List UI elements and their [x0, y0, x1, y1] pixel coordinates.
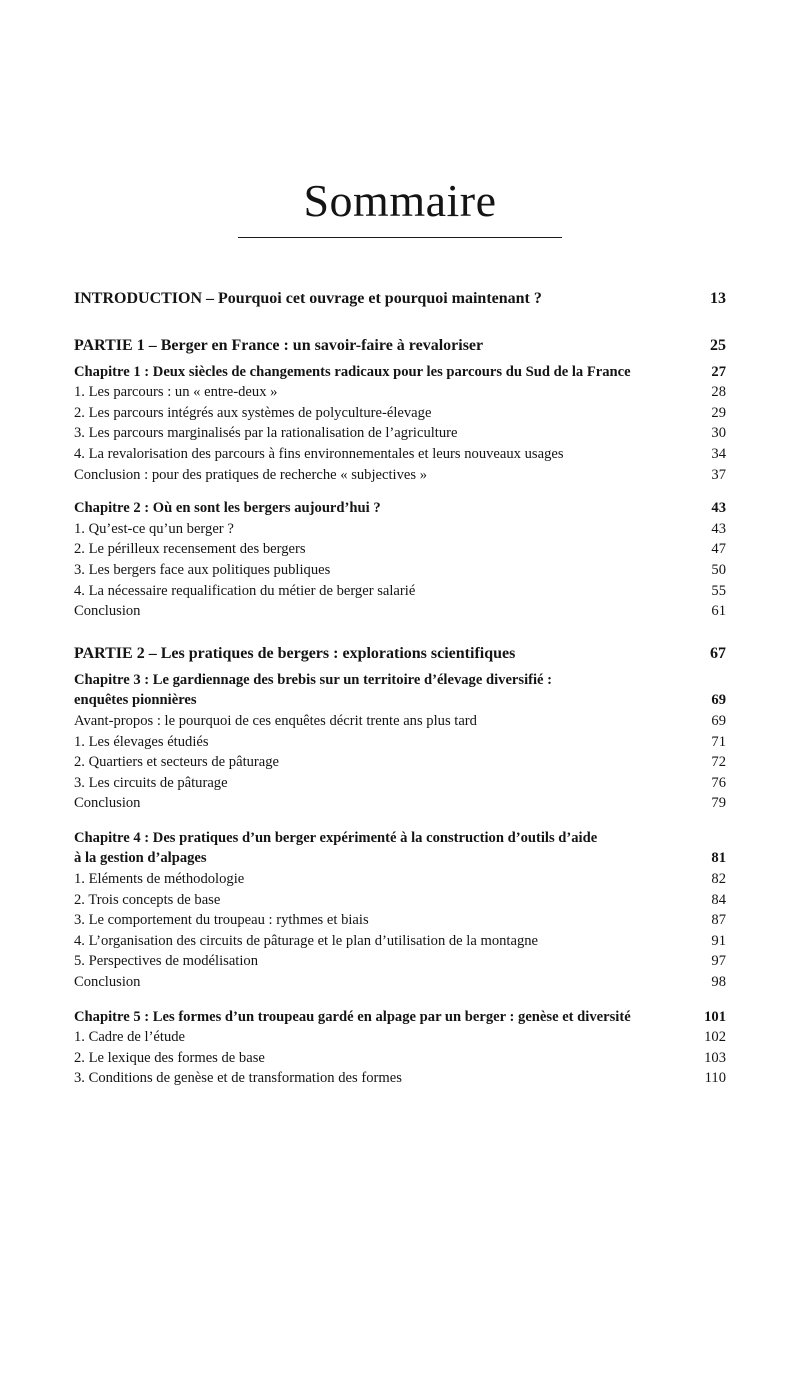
- title-underline: [238, 237, 562, 238]
- toc-entry: [74, 711, 726, 732]
- toc-entry-title: 2. Quartiers et secteurs de pâturage: [74, 754, 280, 771]
- toc-entry-title: 3. Les bergers face aux politiques publiques: [74, 561, 331, 578]
- toc-entry-title: 3. Conditions de genèse et de transformation des formes: [74, 1070, 402, 1087]
- toc-entry-title: 2. Le périlleux recensement des bergers: [74, 541, 306, 558]
- toc-entry: [74, 869, 726, 890]
- toc-entry-title: 1. Les élevages étudiés: [74, 733, 209, 750]
- toc-entry-page: 97: [711, 953, 726, 970]
- toc-entry: [74, 931, 726, 952]
- toc-entry-title: 2. Le lexique des formes de base: [74, 1049, 265, 1066]
- toc-entry-partie-1: [74, 335, 726, 357]
- toc-entry-chapitre-3-line-1: [74, 670, 726, 691]
- toc-entry: [74, 910, 726, 931]
- toc-entry-title: INTRODUCTION – Pourquoi cet ouvrage et pourquoi maintenant ?: [74, 289, 542, 307]
- toc-entry-title: 3. Les parcours marginalisés par la rationalisation de l’agriculture: [74, 425, 458, 442]
- toc-entry-page: 37: [711, 466, 726, 483]
- toc-entry-page: 110: [704, 1070, 726, 1087]
- toc-entry: [74, 752, 726, 773]
- toc-entry-introduction: [74, 288, 726, 310]
- toc-entry-page: 50: [711, 561, 726, 578]
- toc-entry-page: 27: [711, 363, 726, 380]
- toc-entry-title: 4. L’organisation des circuits de pâturage et le plan d’utilisation de la montagne: [74, 932, 539, 949]
- toc-entry-title: Chapitre 3 : Le gardiennage des brebis sur un territoire d’élevage diversifié :: [74, 671, 553, 688]
- toc-entry-title: Chapitre 4 : Des pratiques d’un berger expérimenté à la construction d’outils d’aide: [74, 829, 598, 846]
- toc-entry-page: 13: [710, 289, 726, 307]
- toc-entry: [74, 1068, 726, 1089]
- toc-entry: [74, 465, 726, 486]
- toc-entry-title: 5. Perspectives de modélisation: [74, 953, 259, 970]
- toc-entry: [74, 773, 726, 794]
- toc-entry-page: 82: [711, 871, 726, 888]
- toc-entry-page: 81: [711, 850, 726, 867]
- toc-entry-page: 87: [711, 912, 726, 929]
- toc-entry: [74, 539, 726, 560]
- toc-entry-chapitre-5: [74, 1007, 726, 1028]
- toc-section-partie-1: [74, 335, 726, 486]
- toc-entry-page: 79: [711, 795, 726, 812]
- toc-entry: [74, 1027, 726, 1048]
- toc-entry-title: enquêtes pionnières: [74, 692, 197, 709]
- toc-entry-title: 1. Cadre de l’étude: [74, 1029, 186, 1046]
- toc-entry: [74, 519, 726, 540]
- toc-section-chapitre-5: [74, 1007, 726, 1089]
- toc-entry-title: Conclusion: [74, 603, 141, 620]
- toc-entry-title: Conclusion: [74, 974, 141, 991]
- toc-section-chapitre-4: [74, 828, 726, 993]
- toc-entry-page: 101: [704, 1008, 726, 1025]
- toc-entry-page: 34: [711, 445, 726, 462]
- toc-section-chapitre-2: [74, 498, 726, 622]
- toc-entry-chapitre-3-line-2: [74, 690, 726, 711]
- toc-entry: [74, 793, 726, 814]
- toc-entry: [74, 951, 726, 972]
- toc-entry-page: 103: [704, 1049, 726, 1066]
- toc-entry-title: Chapitre 5 : Les formes d’un troupeau gardé en alpage par un berger : genèse et diversité: [74, 1008, 631, 1025]
- toc-entry-page: 71: [711, 733, 726, 750]
- toc-section-partie-2: [74, 643, 726, 814]
- toc-entry-title: Chapitre 1 : Deux siècles de changements radicaux pour les parcours du Sud de la France: [74, 363, 631, 380]
- toc-entry: [74, 601, 726, 622]
- toc-entry-page: 43: [711, 500, 726, 517]
- toc-entry-title: Conclusion : pour des pratiques de recherche « subjectives »: [74, 466, 427, 483]
- toc-entry: [74, 581, 726, 602]
- toc-entry-page: 98: [711, 974, 726, 991]
- toc-entry-page: 102: [704, 1029, 726, 1046]
- toc-entry-title: à la gestion d’alpages: [74, 850, 207, 867]
- toc-entry-chapitre-2: [74, 498, 726, 519]
- toc-entry-chapitre-4-line-2: [74, 848, 726, 869]
- toc-entry-page: 72: [711, 754, 726, 771]
- toc-entry: [74, 423, 726, 444]
- toc-entry-title: 2. Trois concepts de base: [74, 891, 221, 908]
- toc-entry-title: 2. Les parcours intégrés aux systèmes de polyculture-élevage: [74, 404, 432, 421]
- toc-entry: [74, 890, 726, 911]
- toc-entry-title: Avant-propos : le pourquoi de ces enquêtes décrit trente ans plus tard: [74, 712, 477, 729]
- toc-section-introduction: [74, 288, 726, 310]
- toc-entry-page: 43: [711, 520, 726, 537]
- toc-entry: [74, 403, 726, 424]
- toc-entry-page: 29: [711, 404, 726, 421]
- toc-entry-page: 28: [711, 384, 726, 401]
- toc-entry: [74, 444, 726, 465]
- toc-entry-title: 3. Le comportement du troupeau : rythmes et biais: [74, 912, 369, 929]
- toc-entry-title: Conclusion: [74, 795, 141, 812]
- toc-entry-page: 69: [711, 692, 726, 709]
- toc-entry-page: 25: [710, 336, 726, 354]
- toc-entry-page: 84: [711, 891, 726, 908]
- toc-entry-title: Chapitre 2 : Où en sont les bergers aujourd’hui ?: [74, 500, 381, 517]
- toc-entry-page: 61: [711, 603, 726, 620]
- toc-entry-title: 1. Les parcours : un « entre-deux »: [74, 384, 278, 401]
- toc-entry: [74, 732, 726, 753]
- toc-entry-page: 91: [711, 932, 726, 949]
- toc-entry-page: 30: [711, 425, 726, 442]
- toc-entry-page: 76: [711, 774, 726, 791]
- toc-entry: [74, 382, 726, 403]
- toc-entry: [74, 560, 726, 581]
- toc-entry-title: 1. Eléments de méthodologie: [74, 871, 245, 888]
- toc-entry-page: 69: [711, 712, 726, 729]
- toc-entry-chapitre-4-line-1: [74, 828, 726, 849]
- toc-entry-title: 4. La revalorisation des parcours à fins environnementales et leurs nouveaux usages: [74, 445, 564, 462]
- toc-entry-title: PARTIE 2 – Les pratiques de bergers : explorations scientifiques: [74, 644, 516, 662]
- toc-entry-chapitre-1: [74, 362, 726, 383]
- table-of-contents: [74, 288, 726, 1089]
- toc-entry: [74, 1048, 726, 1069]
- toc-entry-page: 55: [711, 582, 726, 599]
- toc-entry-title: 3. Les circuits de pâturage: [74, 774, 228, 791]
- page-title: Sommaire: [303, 175, 497, 226]
- toc-entry-title: 4. La nécessaire requalification du métier de berger salarié: [74, 582, 416, 599]
- toc-entry: [74, 972, 726, 993]
- toc-entry-page: 47: [711, 541, 726, 558]
- toc-page: [0, 176, 800, 1376]
- toc-entry-title: 1. Qu’est-ce qu’un berger ?: [74, 520, 234, 537]
- toc-entry-page: 67: [710, 644, 726, 662]
- toc-entry-partie-2: [74, 643, 726, 665]
- toc-entry-title: PARTIE 1 – Berger en France : un savoir-faire à revaloriser: [74, 336, 484, 354]
